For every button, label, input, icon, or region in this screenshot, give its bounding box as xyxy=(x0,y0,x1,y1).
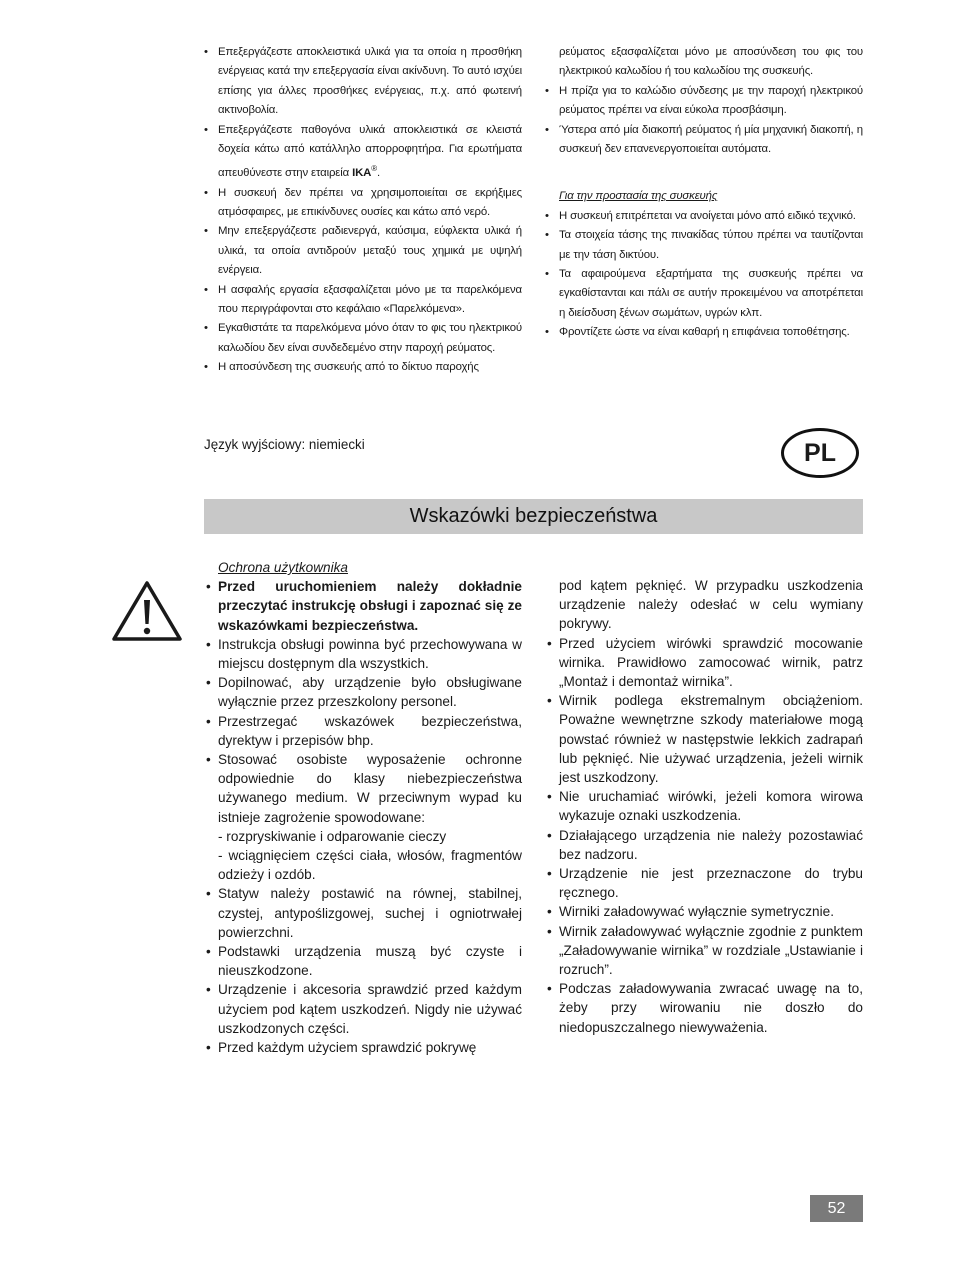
list-item xyxy=(204,184,522,223)
list-item xyxy=(206,712,522,750)
list-item xyxy=(547,902,863,921)
list-item xyxy=(545,226,863,265)
item-text: Για την προστασία της συσκευής xyxy=(559,190,718,203)
section-title: Wskazówki bezpieczeństwa xyxy=(409,505,658,527)
section-title-bar xyxy=(204,499,863,534)
item-text: Επεξεργάζεστε παθογόνα υλικά αποκλειστικά σε κλειστά δοχεία κάτω από κατάλληλο απορροφητήρα. Για ερωτήματα απευθύνεστε στην εταιρεία xyxy=(218,123,522,180)
item-text: Instrukcja obsługi powinna być przechowywana w miejscu dostępnym dla wszystkich. xyxy=(218,636,522,672)
list-item xyxy=(547,691,863,787)
item-text: ρεύματος εξασφαλίζεται μόνο με αποσύνδεση του φις του ηλεκτρικού καλωδίου ή του καλωδίου της συσκευής. xyxy=(559,46,863,78)
list-item xyxy=(547,787,863,825)
list-item xyxy=(547,864,863,902)
item-text: Przestrzegać wskazówek bezpieczeństwa, dyrektyw i przepisów bhp. xyxy=(218,713,522,748)
dash-item xyxy=(206,846,522,884)
page-number: 52 xyxy=(810,1195,863,1222)
item-text: Η αποσύνδεση της συσκευής από το δίκτυο παροχής xyxy=(218,361,479,374)
list-item xyxy=(545,82,863,121)
item-text: Podczas załadowywania zwracać uwagę na to, żeby przy wirowaniu nie doszło do niedopuszczalnego niewyważenia. xyxy=(559,981,863,1035)
list-item xyxy=(204,121,522,184)
list-item xyxy=(206,884,522,942)
item-text: Φροντίζετε ώστε να είναι καθαρή η επιφάνεια τοποθέτησης. xyxy=(559,326,850,339)
polish-column-right xyxy=(547,576,863,1037)
item-text: Η συσκευή δεν πρέπει να χρησιμοποιείται σε εκρήξιμες ατμόσφαιρες, με επικίνδυνες ουσίες και κάτω από νερό. xyxy=(218,186,522,219)
item-text: Przed każdym użyciem sprawdzić pokrywę xyxy=(218,1040,477,1056)
item-text: Urządzenie i akcesoria sprawdzić przed każdym użyciem pod kątem uszkodzeń. Nigdy nie używać uszkodzonych części. xyxy=(218,982,522,1036)
list-item xyxy=(545,265,863,323)
section-heading xyxy=(545,187,863,206)
item-text: Wirniki załadowywać wyłącznie symetrycznie. xyxy=(559,904,834,920)
polish-column-left xyxy=(206,558,522,1057)
item-text: Η πρίζα για το καλώδιο σύνδεσης με την παροχή ηλεκτρικού ρεύματος πρέπει να είναι εύκολα προσβάσιμη. xyxy=(559,84,863,117)
item-text: Ύστερα από μία διακοπή ρεύματος ή μία μηχανική διακοπή, η συσκευή δεν επανενεργοποιείται αυτόματα. xyxy=(559,123,863,156)
item-text: Τα αφαιρούμενα εξαρτήματα της συσκευής πρέπει να εγκαθίστανται και πάλι σε αυτήν προκειμένου να αποτρέπεται η διείσδυση ξένων σωμάτων, υγρών κλπ. xyxy=(559,268,863,319)
item-text: Wirnik podlega ekstremalnym obciążeniom. Poważne wewnętrzne szkody materiałowe mogą powstać również w następstwie lekkich zadrapań lub pęknięć. Nie używać urządzenia, jeżeli wirnik jest uszkodzony. xyxy=(559,693,863,786)
registered-mark: ® xyxy=(371,164,377,174)
list-item xyxy=(206,980,522,1038)
list-item xyxy=(545,121,863,160)
list-item xyxy=(545,207,863,226)
list-item xyxy=(547,826,863,864)
list-item-continuation xyxy=(547,576,863,634)
list-item xyxy=(206,1038,522,1057)
item-text: Urządzenie nie jest przeznaczone do trybu ręcznego. xyxy=(559,866,863,901)
item-text: - rozpryskiwanie i odparowanie cieczy xyxy=(218,828,447,844)
item-text: Stosować osobiste wyposażenie ochronne odpowiednie do klasy niebezpieczeństwa używanego medium. W przeciwnym wypad ku istnieje zagrożenie spowodowane: xyxy=(218,752,522,825)
list-item xyxy=(547,634,863,692)
list-item xyxy=(206,942,522,980)
list-item xyxy=(206,635,522,673)
item-text: Τα στοιχεία τάσης της πινακίδας τύπου πρέπει να ταυτίζονται με την τάση δικτύου. xyxy=(559,229,863,261)
item-text: Επεξεργάζεστε αποκλειστικά υλικά για τα οποία η προσθήκη ενέργειας κατά την επεξεργασία είναι ακίνδυνη. Το αυτό ισχύει επίσης για άλλες προσθήκες ενέργειας, π.χ. από φωτεινή ακτινοβολία. xyxy=(218,46,522,117)
list-item xyxy=(204,222,522,280)
greek-column-left xyxy=(204,43,522,378)
item-text: Wirnik załadowywać wyłącznie zgodnie z punktem „Załadowywanie wirnika” w rozdziale „Ustawianie i rozruch”. xyxy=(559,923,863,978)
item-text: Przed uruchomieniem należy dokładnie przeczytać instrukcję obsługi i zapoznać się ze wskazówkami bezpieczeństwa. xyxy=(218,579,522,633)
list-item xyxy=(204,319,522,358)
list-item xyxy=(206,577,522,635)
item-text: Działającego urządzenia nie należy pozostawiać bez nadzoru. xyxy=(559,827,863,862)
list-item xyxy=(204,43,522,121)
list-item xyxy=(204,358,522,377)
item-text: Dopilnować, aby urządzenie było obsługiwane wyłącznie przez przeszkolony personel. xyxy=(218,675,522,710)
item-text: Η ασφαλής εργασία εξασφαλίζεται μόνο με τα παρελκόμενα που περιγράφονται στο κεφάλαιο «Παρελκόμενα». xyxy=(218,283,522,316)
item-tail: . xyxy=(376,167,380,180)
item-text: Nie uruchamiać wirówki, jeżeli komora wirowa wykazuje oznaki uszkodzenia. xyxy=(559,789,863,824)
item-text: - wciągnięciem części ciała, włosów, fragmentów odzieży i ozdób. xyxy=(218,848,522,883)
item-text: Μην επεξεργάζεστε ραδιενεργά, καύσιμα, εύφλεκτα υλικά ή υλικά, τα οποία αντιδρούν μεταξύ τους χημικά με υψηλή ενέργεια. xyxy=(218,225,522,277)
item-text: Przed użyciem wirówki sprawdzić mocowanie wirnika. Prawidłowo zamocować wirnik, patrz „Montaż i demontaż wirnika”. xyxy=(559,635,863,690)
list-item xyxy=(204,281,522,320)
item-text: pod kątem pęknięć. W przypadku uszkodzenia urządzenie należy odesłać w celu wymiany pokrywy. xyxy=(559,578,863,632)
item-text: Η συσκευή επιτρέπεται να ανοίγεται μόνο από ειδικό τεχνικό. xyxy=(559,209,856,222)
warning-triangle-icon xyxy=(111,580,183,647)
brand-name: IKA xyxy=(352,167,372,180)
item-text: Ochrona użytkownika xyxy=(218,560,348,575)
list-item xyxy=(547,922,863,980)
item-text: Εγκαθιστάτε τα παρελκόμενα μόνο όταν το φις του ηλεκτρικού καλωδίου δεν είναι συνδεδεμένο στην παροχή ρεύματος. xyxy=(218,322,522,354)
item-text: Statyw należy postawić na równej, stabilnej, czystej, antypoślizgowej, suchej i ogniotrwałej powierzchni. xyxy=(218,886,522,940)
list-item xyxy=(206,673,522,711)
dash-item xyxy=(206,827,522,846)
source-language-note: Język wyjściowy: niemiecki xyxy=(204,437,365,452)
list-item xyxy=(545,323,863,342)
list-item-continuation xyxy=(545,43,863,82)
greek-column-right xyxy=(545,43,863,343)
list-item xyxy=(547,979,863,1037)
item-text: Podstawki urządzenia muszą być czyste i nieuszkodzone. xyxy=(218,944,522,979)
section-heading xyxy=(206,558,522,577)
list-item xyxy=(206,750,522,827)
language-badge: PL xyxy=(781,428,859,478)
